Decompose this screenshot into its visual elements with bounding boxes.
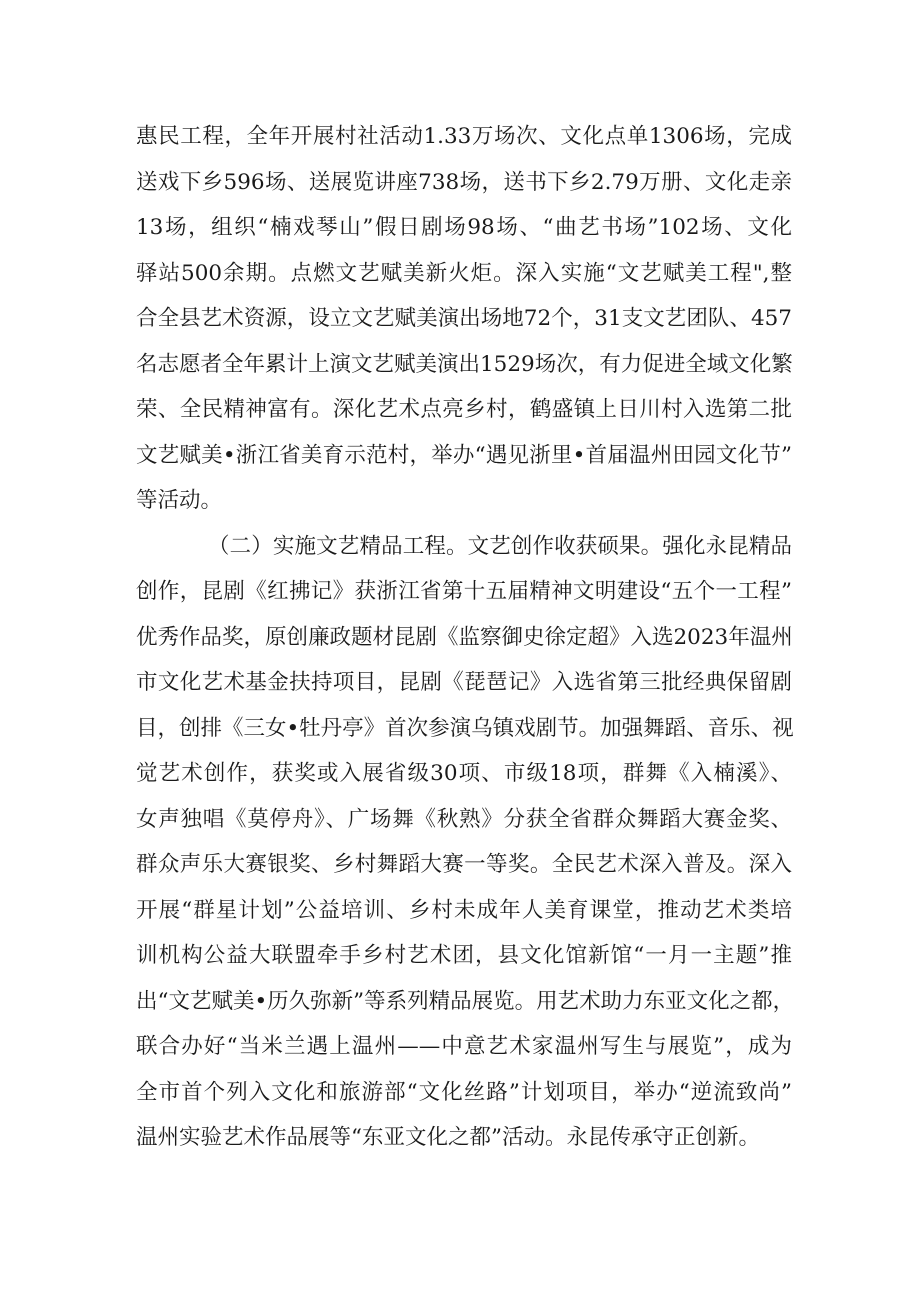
text-line: 文艺赋美•浙江省美育示范村，举办“遇见浙里•首届温州田园文化节”: [136, 442, 792, 468]
text-line: 送戏下乡596场、送展览讲座738场，送书下乡2.79万册、文化走亲: [136, 169, 792, 195]
text-line: 全市首个列入文化和旅游部“文化丝路”计划项目，举办“逆流致尚”: [136, 1079, 792, 1105]
text-line: 驿站500余期。点燃文艺赋美新火炬。深入实施“文艺赋美工程",整: [136, 260, 792, 286]
text-line: 出“文艺赋美•历久弥新”等系列精品展览。用艺术助力东亚文化之都，: [136, 988, 795, 1014]
paragraph-art-quality-project: [136, 524, 795, 1161]
text-line: 市文化艺术基金扶持项目，昆剧《琵琶记》入选省第三批经典保留剧: [136, 670, 792, 695]
text-line: 等活动。: [136, 488, 223, 513]
text-line: 联合办好“当米兰遇上温州——中意艺术家温州写生与展览”，成为: [136, 1034, 792, 1059]
section-heading-line: （二）实施文艺精品工程。文艺创作收获硕果。强化永昆精品: [208, 533, 792, 559]
text-line: 训机构公益大联盟牵手乡村艺术团，县文化馆新馆“一月一主题”推: [136, 943, 792, 968]
text-line: 名志愿者全年累计上演文艺赋美演出1529场次，有力促进全域文化繁: [136, 351, 793, 377]
text-line: 目，创排《三女•牡丹亭》首次参演乌镇戏剧节。加强舞蹈、音乐、视: [136, 715, 794, 741]
body-text: [136, 114, 795, 1161]
text-line: 开展“群星计划”公益培训、乡村未成年人美育课堂，推动艺术类培: [136, 897, 792, 923]
text-line: 荣、全民精神富有。深化艺术点亮乡村，鹤盛镇上日川村入选第二批: [136, 397, 792, 422]
text-line: 温州实验艺术作品展等“东亚文化之都”活动。永昆传承守正创新。: [136, 1125, 760, 1150]
text-line: 女声独唱《莫停舟》、广场舞《秋熟》分获全省群众舞蹈大赛金奖、: [136, 806, 792, 832]
text-line: 群众声乐大赛银奖、乡村舞蹈大赛一等奖。全民艺术深入普及。深入: [136, 852, 792, 877]
text-line: 惠民工程，全年开展村社活动1.33万场次、文化点单1306场，完成: [136, 124, 792, 149]
paragraph-cultural-benefit-project: [136, 114, 792, 524]
text-line: 13场，组织“楠戏琴山”假日剧场98场、“曲艺书场”102场、文化: [136, 215, 792, 240]
text-line: 优秀作品奖，原创廉政题材昆剧《监察御史徐定超》入选2023年温州: [136, 624, 793, 650]
text-line: 创作，昆剧《红拂记》获浙江省第十五届精神文明建设“五个一工程”: [136, 579, 792, 604]
text-line: 合全县艺术资源，设立文艺赋美演出场地72个，31支文艺团队、457: [136, 306, 792, 331]
text-line: 觉艺术创作，获奖或入展省级30项、市级18项，群舞《入楠溪》、: [136, 761, 792, 786]
